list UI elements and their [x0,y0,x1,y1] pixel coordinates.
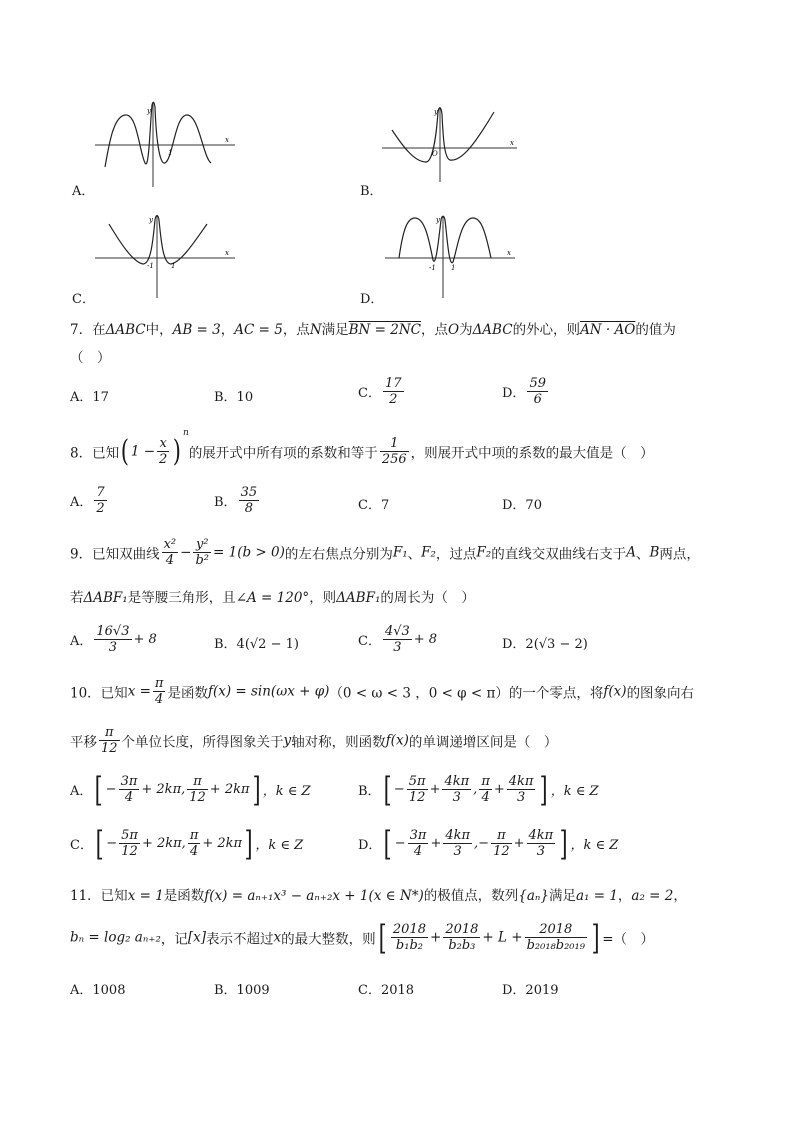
q10-option-a[interactable]: A．[ − $\frac{3\pi}{4}$ + 2kπ, $\frac{\pi}{12}$ + 2kπ] ，k ∈ Z [70,769,311,810]
q9-option-d[interactable]: D．2(√3 − 2) [502,637,588,652]
q11-option-d[interactable]: D．2019 [502,983,559,998]
q11-option-a[interactable]: A．1008 [70,983,126,998]
question-9-line2: 若ΔABF₁是等腰三角形，且∠A = 120°，则ΔABF₁的周长为（ ） [70,590,475,606]
option-c-label: C． [72,292,95,307]
neg-one-label: -1 [429,264,436,272]
option-a-label: A． [72,184,95,199]
q9-option-a[interactable]: A． $\frac{16√3}{3}$ + 8 [70,624,157,655]
question-9: 9．已知双曲线 $\frac{\text{x²}}{4}$ − $\frac{\text{y²}}{\text{b²}}$ = 1(b > 0)的左右焦点分别为F₁、F₂，过点F₂的直线交双曲线右支于A、B两点， [70,537,700,568]
q10-option-c[interactable]: C．[ − $\frac{5\pi}{12}$ + 2kπ, $\frac{\pi}{4}$ + 2kπ] ，k ∈ Z [70,823,304,864]
q7-option-c[interactable]: C． $\frac{17}{2}$ [358,376,402,407]
tick-one: 1 [171,262,176,270]
question-11-line2: bₙ = log₂ aₙ₊₂，记[x]表示不超过x的最大整数，则[ $\frac{2018}{\text{b₁b₂}}$ + $\frac{2018}{\text{b₂b₃}}$ + L + $\frac{2018}{\text{b₂₀₁₈b₂₀₁₉}}$ ] =（ ） [70,917,654,958]
question-10-line2: 平移 $\frac{\pi}{12}$ 个单位长度，所得图象关于y轴对称，则函数f(x)的单调递增区间是（ ） [70,725,558,756]
tick-one: 1 [451,264,456,272]
q11-option-c[interactable]: C．2018 [358,983,415,998]
question-8: 8．已知( 1 − $\frac{x}{2}$ )$^n$的展开式中所有项的系数和等于 $\frac{1}{256}$ ，则展开式中项的系数的最大值是（ ） [70,428,654,469]
question-10: 10．已知x = $\frac{\pi}{4}$ 是函数f(x) = sin(ωx + φ)（0 < ω < 3 ，0 < φ < π）的一个零点，将f(x)的图象向右 [70,676,695,707]
y-label: y [147,107,151,115]
option-b-label: B． [360,184,383,199]
x-label: x [510,139,514,147]
q8-option-a[interactable]: A． $\frac{7}{2}$ [70,485,105,516]
graph-a [95,95,240,190]
x-label: x [507,249,511,257]
y-label: y [434,108,438,116]
y-label: y [149,216,153,224]
q8-option-c[interactable]: C．7 [358,498,390,513]
graph-b [382,100,527,185]
graph-c [95,210,240,300]
x-label: x [225,249,229,257]
tick-one: 1 [168,149,173,157]
q11-option-b[interactable]: B．1009 [214,983,270,998]
q7-option-d[interactable]: D． $\frac{59}{6}$ [502,376,546,407]
origin-label: O [432,150,438,158]
q10-option-d[interactable]: D．[ − $\frac{3\pi}{4}$ + $\frac{4k\pi}{3}$ ,− $\frac{\pi}{12}$ + $\frac{4k\pi}{3}$ ] ，k ∈ Z [358,823,619,864]
neg-one-label: -1 [147,262,154,270]
question-7: 7．在ΔABC中，AB = 3，AC = 5，点N满足BN = 2NC，点O为ΔABC的外心，则AN · AO的值为 [70,322,676,338]
q8-option-b[interactable]: B． $\frac{35}{8}$ [214,485,258,516]
y-label: y [436,216,440,224]
x-label: x [225,136,229,144]
q8-option-d[interactable]: D．70 [502,498,542,513]
q7-option-b[interactable]: B．10 [214,390,254,405]
q7-option-a[interactable]: A．17 [70,390,109,405]
q10-option-b[interactable]: B．[ − $\frac{5\pi}{12}$ + $\frac{4k\pi}{3}$ , $\frac{\pi}{4}$ + $\frac{4k\pi}{3}$ ] ，k ∈ Z [358,769,599,810]
question-11: 11．已知x = 1是函数f(x) = aₙ₊₁x³ − aₙ₊₂x + 1(x ∈ N*)的极值点，数列{aₙ}满足a₁ = 1，a₂ = 2， [70,888,687,904]
question-7-paren: （ ） [70,350,111,366]
graph-d [385,210,525,300]
q9-option-c[interactable]: C． $\frac{4√3}{3}$ + 8 [358,624,438,655]
q9-option-b[interactable]: B．4(√2 − 1) [214,637,299,652]
option-d-label: D． [360,292,384,307]
